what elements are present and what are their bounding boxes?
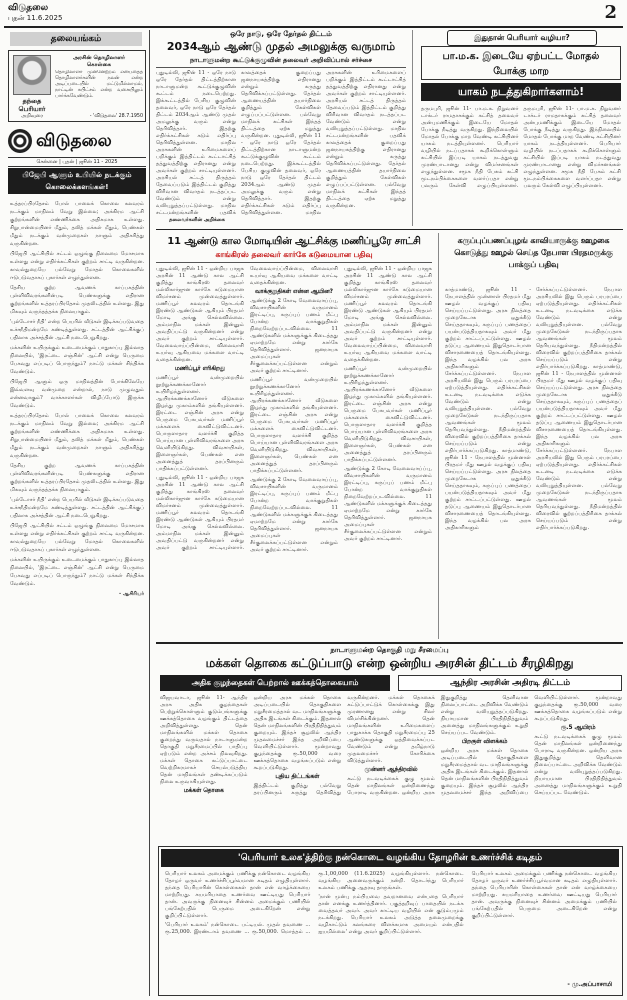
editorial-paragraph: பிஜேபி ஆட்சியில் சட்டம் ஒழுங்கு நிலைமை மோசமாக உள்ளது என்று எதிர்க்கட்சிகள் குற்றம் சாட்டி வருகின்றன. காவல்துறையே பல்வேறு மோதல் கொலைகளில் ஈடுபடுவதாகப் புகார்கள் எழுந்துள்ளன. xyxy=(10,523,144,553)
population-subhead: மக்கள் தொகை xyxy=(183,788,224,794)
modi-paragraph: ஆண்டுக்கு 2 கோடி வேலைவாய்ப்பு, விவசாயிகளின் வருமானம் இரட்டிப்பு, கருப்புப் பணம் மீட்பு போன்ற வாக்குறுதிகள் நிறைவேற்றப்படவில்லை. 11 ஆண்டுகளில் மக்களுக்குக் கிடைத்தது ஏமாற்றமே என்று கார்கே தெரிவித்துள்ளார். ஜனநாயக அமைப்புகள் சீர்குலைக்கப்பட்டுள்ளன என்றும் அவர் குற்றம் சாட்டினார். xyxy=(250,298,338,374)
pmk-body xyxy=(421,106,621,220)
page-number: 2 xyxy=(604,2,617,23)
story1-subtitle: நாடாளுமன்ற கூட்டுக்குழுவின் தலைவர் அறிவிப்பால் சர்ச்சை xyxy=(156,56,406,68)
editorial-paragraph: மக்களின் உயிருக்கும் உடைமைக்கும் பாதுகாப்பு இல்லாத நிலையில், 'இரட்டை எஞ்சின்' ஆட்சி என்று பெருமை பேசுவது எப்படிப் பொருந்தும்? நாட்டு மக்கள் சிந்திக்க வேண்டும். xyxy=(10,345,144,375)
portrait-name: தந்தை பெரியார் xyxy=(18,97,46,113)
story1-byline: தலைவர்களின் அறிக்கை xyxy=(169,217,225,223)
portrait-role: அறிவுரை xyxy=(21,113,43,119)
population-paragraph: கூட்டு நடவடிக்கைக் குழு மூலம் தென் மாநிலங்கள் ஒன்றிணைந்து போராடி வருகின்றன. ஒன்றிய அரசு இதுகுறித்து தெளிவான நிலைப்பாட்டை அறிவிக்க வேண்டும் என்று வலியுறுத்தப்படுகிறது. நியாயமான பிரதிநிதித்துவம் அனைத்து மாநிலங்களுக்கும் உறுதி செய்யப்பட வேண்டும். xyxy=(347,695,529,796)
modi-subhead: மணிப்பூர் எரிகிறது xyxy=(175,366,225,372)
pmk-title-dark: யாகம் நடத்துகிறார்களாம்! xyxy=(421,83,621,101)
population-paragraph: இத்திட்டம் குறித்து பல்வேறு தரப்பினரும் கருத்து தெரிவித்து வருகின்றனர். மக்கள் தொகைக் கட்டுப்பாட்டுக் கொள்கைக்கு இது முரணானது என்று சிலர் விமர்சிக்கின்றனர். தென் மாநிலங்களின் உரிமைகளைப் பாதுகாக்க தொகுதி மறுசீரமைப்பு 25 ஆண்டுகளுக்கு ஒத்திவைக்கப்பட வேண்டும் என்று தமிழ்நாடு முதலமைச்சர் கோரிக்கை விடுத்துள்ளார். xyxy=(253,695,435,796)
ribbon-left: அதிக குழந்தைகள் பெற்றால் ஊக்கத்தொகையாம் xyxy=(160,675,390,691)
editorial-body xyxy=(10,200,144,1000)
editorial-paragraph: பிஜேபி ஆட்சியில் சட்டம் ஒழுங்கு நிலைமை மோசமாக உள்ளது என்று எதிர்க்கட்சிகள் குற்றம் சாட்டி வருகின்றன. காவல்துறையே பல்வேறு மோதல் கொலைகளில் ஈடுபடுவதாகப் புகார்கள் எழுந்துள்ளன. xyxy=(10,251,144,281)
population-paragraph: விஜயவாடா, ஜூன் 11- ஆந்திர அரசு அதிக குழந்தைகள் பெற்றுக்கொள்ளும் குடும்பங்களுக்கு ஊக்கத்தொகை வழங்கும் திட்டத்தை அறிவித்துள்ளது. தென் மாநிலங்களில் மக்கள் தொகை குறைந்து வருவதால் நாடாளுமன்ற தொகுதி மறுசீரமைப்பில் பாதிப்பு ஏற்படும் என்ற அச்சம் நிலவுகிறது. மக்கள் தொகை கட்டுப்பாட்டை வெற்றிகரமாகச் செயல்படுத்திய தென் மாநிலங்கள் தண்டிக்கப்படும் நிலை உருவாகியுள்ளது. xyxy=(160,695,248,785)
periyar-portrait xyxy=(13,55,51,95)
population-subhead: ரூ.5 ஆயிரம் xyxy=(560,725,596,731)
modi-title: 11 ஆண்டு கால மோடியின் ஆட்சிக்கு மணிப்பூரே சாட்சி xyxy=(167,236,421,247)
header-rule xyxy=(4,26,623,28)
population-paragraph: ஒன்றிய அரசு மக்கள் தொகை அடிப்படையில் தொகுதிகளை மறுசீரமைத்தால் வட மாநிலங்களுக்கு அதிக இடங்கள் கிடைக்கும். இதனால் தென் மாநிலங்களின் பிரதிநிதித்துவம் குறையும். இந்தச் சூழலில் ஆந்திர முதலமைச்சர் இந்த அறிவிப்பை வெளியிட்டுள்ளார். மூன்றாவது குழந்தைக்கு ரூ.50,000 வரை ஊக்கத்தொகை வழங்கப்படும் என்று கூறப்படுகிறது. xyxy=(253,695,342,771)
mid-rule xyxy=(156,229,623,230)
population-subhead: புதிய திட்டங்கள் xyxy=(275,774,320,780)
ulagam-paragraph: பெரியார் உலகம் அமைக்கும் பணிக்கு நன்கொடை வழங்கிய தோழர் ஒருவர் உணர்ச்சிப்பூர்வமான கடிதம் எழுதியுள்ளார். தந்தை பெரியாரின் கொள்கைகள் தான் என் வாழ்க்கையை மாற்றியது. சுயமரியாதை உணர்வை ஊட்டியது பெரியார் தான். அவருக்கு நினைவுச் சின்னம் அமைக்கும் பணியில் பங்கேற்பதில் பெருமை அடைகிறேன் என்று குறிப்பிட்டுள்ளார். xyxy=(165,871,311,919)
modi-paragraph: மணிப்பூர் வன்முறையில் நூற்றுக்கணக்கானோர் உயிரிழந்துள்ளனர். ஆயிரக்கணக்கானோர் வீடுகளை இழந்து முகாம்களில் தங்கியுள்ளனர். இரட்டை எஞ்சின் அரசு என்று பெருமை பேசுபவர்கள் மணிப்பூர் மக்களைக் கைவிட்டுவிட்டனர். பொருளாதார வளர்ச்சி குறித்த பொய்யான புள்ளிவிவரங்களை அரசு வெளியிடுகிறது. விவசாயிகள், இளைஞர்கள், பெண்கள் என அனைத்துத் தரப்பினரும் பாதிக்கப்பட்டுள்ளனர். xyxy=(156,375,244,472)
modi-paragraph: மணிப்பூர் வன்முறையில் நூற்றுக்கணக்கானோர் உயிரிழந்துள்ளனர். ஆயிரக்கணக்கானோர் வீடுகளை இழந்து முகாம்களில் தங்கியுள்ளனர். இரட்டை எஞ்சின் அரசு என்று பெருமை பேசுபவர்கள் மணிப்பூர் மக்களைக் கைவிட்டுவிட்டனர். பொருளாதார வளர்ச்சி குறித்த பொய்யான புள்ளிவிவரங்களை அரசு வெளியிடுகிறது. விவசாயிகள், இளைஞர்கள், பெண்கள் என அனைத்துத் தரப்பினரும் பாதிக்கப்பட்டுள்ளனர். xyxy=(344,366,432,463)
pmk-text: தருமபுரி, ஜூன் 11- பா.ம.க. நிறுவனர் டாக்டர் ராமதாசுக்கும் கட்சித் தலைவர் அன்புமணிக்கும் இடையே மோதல் போக்கு நீடித்து வருகிறது. இந்நிலையில் மோதல் போக்கு மாற வேண்டி கட்சியினர் யாகம் நடத்தியுள்ளனர். பெரியார் வழியில் நடப்பதாகக் கூறிக்கொள்ளும் கட்சியில் இப்படி யாகம் நடத்துவது முரண்பாடானது என்று விமர்சனங்கள் எழுந்துள்ளன. சமூக நீதி பேசும் கட்சி மூடநம்பிக்கைகளை வளர்ப்பதா என்று பலரும் கேள்வி எழுப்பியுள்ளனர். xyxy=(421,106,519,189)
editorial-paragraph: மக்களின் உயிருக்கும் உடைமைக்கும் பாதுகாப்பு இல்லாத நிலையில், 'இரட்டை எஞ்சின்' ஆட்சி என்று பெருமை பேசுவது எப்படிப் பொருந்தும்? நாட்டு மக்கள் சிந்திக்க வேண்டும். xyxy=(10,557,144,587)
top-header xyxy=(0,0,627,26)
modi-paragraph: புதுடில்லி, ஜூன் 11 - ஒன்றிய பாஜக அரசின் 11 ஆண்டு கால ஆட்சி குறித்து காங்கிரஸ் தலைவர் மல்லிகார்ஜுன கார்கே கடுமையான விமர்சனம் முன்வைத்துள்ளார். மணிப்பூர் கலவரம் தொடங்கி இரண்டு ஆண்டுகள் ஆகியும் பிரதமர் மோடி அங்கு செல்லவில்லை. அம்மாநில மக்கள் இன்னும் அவதிப்பட்டு வருகின்றனர் என்று அவர் குற்றம் சாட்டியுள்ளார். வேலைவாய்ப்பின்மை, விலைவாசி உயர்வு ஆகியவை மக்களை வாட்டி வதைக்கின்றன. xyxy=(156,266,338,551)
modi-paragraph: ஆண்டுக்கு 2 கோடி வேலைவாய்ப்பு, விவசாயிகளின் வருமானம் இரட்டிப்பு, கருப்புப் பணம் மீட்பு போன்ற வாக்குறுதிகள் நிறைவேற்றப்படவில்லை. 11 ஆண்டுகளில் மக்களுக்குக் கிடைத்தது ஏமாற்றமே என்று கார்கே தெரிவித்துள்ளார். ஜனநாயக அமைப்புகள் சீர்குலைக்கப்பட்டுள்ளன என்றும் அவர் குற்றம் சாட்டினார். xyxy=(250,477,338,553)
editorial-signature: - ஆசிரியர் xyxy=(118,591,144,597)
modi-body xyxy=(156,266,432,634)
story1-title: 2034ஆம் ஆண்டு முதல் அமலுக்கு வருமாம் xyxy=(166,40,396,53)
editorial-paragraph: 'புல்டோசர் நீதி' என்ற பெயரில் வீடுகள் இடிக்கப்படுவதை உச்சநீதிமன்றமே கண்டித்துள்ளது. சட்டத்தின் ஆட்சிக்குப் பதிலாக அச்சத்தின் ஆட்சி நடைபெறுகிறது. xyxy=(10,319,144,341)
editorial-title: பிஜேபி ஆளும் உபியில் நடக்கும் கொலைக்களங்கள்! xyxy=(8,168,146,194)
editorial-sidebar xyxy=(4,30,150,996)
page-date: புதன் 11.6.2025 xyxy=(8,14,63,22)
logo-date-line: சென்னை | புதன் | ஜூன் 11 - 2025 xyxy=(8,157,146,167)
editorial-paragraph: உத்தரப்பிரதேசம் போல் பாலைக் கொலை கலவரம் நடக்கும் மாநிலம் வேறு இல்லை; அக்கிரம ஆட்சி குற்றங்களின் எண்ணிக்கை அதிகமாக உள்ளது. சிறுபான்மையினர் மீதும், தலித் மக்கள் மீதும், பெண்கள் மீதும் நடக்கும் வன்முறைகள் நாளும் அதிகரித்து வருகின்றன. xyxy=(10,201,144,247)
modi-paragraph: ஆண்டுக்கு 2 கோடி வேலைவாய்ப்பு, விவசாயிகளின் வருமானம் இரட்டிப்பு, கருப்புப் பணம் மீட்பு போன்ற வாக்குறுதிகள் நிறைவேற்றப்படவில்லை. 11 ஆண்டுகளில் மக்களுக்குக் கிடைத்தது ஏமாற்றமே என்று கார்கே தெரிவித்துள்ளார். ஜனநாயக அமைப்புகள் சீர்குலைக்கப்பட்டுள்ளன என்றும் அவர் குற்றம் சாட்டினார். xyxy=(344,466,432,542)
banner-kicker: நாடாளுமன்ற தொகுதி மறு சீரமைப்பு xyxy=(330,646,449,654)
pmk-kicker: இதுதான் பெரியார் வழியா? xyxy=(447,30,597,46)
quote-subtitle: கொள்கை xyxy=(86,62,112,68)
population-subhead: முன்னர் ஆந்திரவில் xyxy=(364,767,418,773)
banner-title: மக்கள் தொகை கட்டுப்பாடு என்ற ஒன்றிய அரசின் திட்டம் சீரழிகிறது xyxy=(205,656,574,670)
nepal-title: கருப்புப்பணப்புழங் காவியாருக்கு ஊழகை கொடுத்து ஊழல் செய்த நேபாள பிரதமருக்கு பாக்குப் பதிவு xyxy=(454,236,613,269)
periyar-ulagam-box xyxy=(158,846,623,996)
pmk-text-cont: தருமபுரி, ஜூன் 11- பா.ம.க. நிறுவனர் டாக்டர் ராமதாசுக்கும் கட்சித் தலைவர் அன்புமணிக்கும் இடையே மோதல் போக்கு நீடித்து வருகிறது. இந்நிலையில் மோதல் போக்கு மாற வேண்டி கட்சியினர் யாகம் நடத்தியுள்ளனர். பெரியார் வழியில் நடப்பதாகக் கூறிக்கொள்ளும் கட்சியில் இப்படி யாகம் நடத்துவது முரண்பாடானது என்று விமர்சனங்கள் எழுந்துள்ளன. சமூக நீதி பேசும் கட்சி மூடநம்பிக்கைகளை வளர்ப்பதா என்று பலரும் கேள்வி எழுப்பியுள்ளனர். xyxy=(523,106,621,189)
ulagam-paragraph: பெரியார் உலகம் அமைக்கும் பணிக்கு நன்கொடை வழங்கிய தோழர் ஒருவர் உணர்ச்சிப்பூர்வமான கடிதம் எழுதியுள்ளார். தந்தை பெரியாரின் கொள்கைகள் தான் என் வாழ்க்கையை மாற்றியது. சுயமரியாதை உணர்வை ஊட்டியது பெரியார் தான். அவருக்கு நினைவுச் சின்னம் அமைக்கும் பணியில் பங்கேற்பதில் பெருமை அடைகிறேன் என்று குறிப்பிட்டுள்ளார். xyxy=(471,871,617,919)
ribbon-right: ஆந்திர அரசின் அதிரடி திட்டம் xyxy=(398,675,622,691)
story-pmk xyxy=(412,30,623,226)
editorial-section-label: தலையங்கம் xyxy=(10,32,142,46)
quote-text: தொழிலாளர் முன்னேற்றம் என்பதைத் தொழிலாளர்களின் நலன் என்ற அடிப்படையில் மட்டுமில்லாமல், நாட்டின் சுபிட்சம் என்ற வகையிலும் பார்க்கவேண்டும். xyxy=(55,70,143,99)
nepal-text-cont2: காத்மாண்டு, ஜூன் 11 - நேபாளத்தில் முன்னாள் பிரதமர் மீது ஊழல் வழக்குப் பதிவு செய்யப்பட்டுள்ளது. அரசு நிலத்தை முறைகேடாக ஒதுக்கீடு செய்ததாகவும், கருப்புப் பணத்தைப் பயன்படுத்தியதாகவும் அவர் மீது குற்றம் சாட்டப்பட்டுள்ளது. ஊழல் தடுப்பு ஆணையம் இதுதொடர்பான விசாரணையைத் தொடங்கியுள்ளது. இந்த வழக்கில் பல அரசு அதிகாரிகளும் சேர்க்கப்பட்டுள்ளனர். நேபாள அரசியலில் இது பெரும் பரபரப்பை ஏற்படுத்தியுள்ளது. எதிர்க்கட்சிகள் உடனடி நடவடிக்கை எடுக்க வேண்டும் என்று வலியுறுத்தியுள்ளன. பல்வேறு முறைகேடுகள் நடந்திருப்பதாக ஆவணங்கள் மூலம் தெரியவந்துள்ளது. நீதிமன்றத்தில் விரைவில் குற்றப்பத்திரிகை தாக்கல் செய்யப்படும் என்று எதிர்பார்க்கப்படுகிறது. xyxy=(536,364,622,531)
banner-rule-top xyxy=(156,642,623,644)
quote-title: அரசின் தொழிலாளர் xyxy=(73,55,125,61)
viduthalai-logo xyxy=(8,128,146,154)
story-nepal xyxy=(438,233,623,639)
population-paragraph: ஒன்றிய அரசு மக்கள் தொகை அடிப்படையில் தொகுதிகளை மறுசீரமைத்தால் வட மாநிலங்களுக்கு அதிக இடங்கள் கிடைக்கும். இதனால் தென் மாநிலங்களின் பிரதிநிதித்துவம் குறையும். இந்தச் சூழலில் ஆந்திர முதலமைச்சர் இந்த அறிவிப்பை வெளியிட்டுள்ளார். மூன்றாவது குழந்தைக்கு ரூ.50,000 வரை ஊக்கத்தொகை வழங்கப்படும் என்று கூறப்படுகிறது. xyxy=(440,695,622,796)
modi-paragraph: புதுடில்லி, ஜூன் 11 - ஒன்றிய பாஜக அரசின் 11 ஆண்டு கால ஆட்சி குறித்து காங்கிரஸ் தலைவர் மல்லிகார்ஜுன கார்கே கடுமையான விமர்சனம் முன்வைத்துள்ளார். மணிப்பூர் கலவரம் தொடங்கி இரண்டு ஆண்டுகள் ஆகியும் பிரதமர் மோடி அங்கு செல்லவில்லை. அம்மாநில மக்கள் இன்னும் அவதிப்பட்டு வருகின்றனர் என்று அவர் குற்றம் சாட்டியுள்ளார். வேலைவாய்ப்பின்மை, விலைவாசி உயர்வு ஆகியவை மக்களை வாட்டி வதைக்கின்றன. xyxy=(156,266,244,363)
nepal-body xyxy=(445,287,622,633)
nepal-text: காத்மாண்டு, ஜூன் 11 - நேபாளத்தில் முன்னாள் பிரதமர் மீது ஊழல் வழக்குப் பதிவு செய்யப்பட்டுள்ளது. அரசு நிலத்தை முறைகேடாக ஒதுக்கீடு செய்ததாகவும், கருப்புப் பணத்தைப் பயன்படுத்தியதாகவும் அவர் மீது குற்றம் சாட்டப்பட்டுள்ளது. ஊழல் தடுப்பு ஆணையம் இதுதொடர்பான விசாரணையைத் தொடங்கியுள்ளது. இந்த வழக்கில் பல அரசு அதிகாரிகளும் சேர்க்கப்பட்டுள்ளனர். நேபாள அரசியலில் இது பெரும் பரபரப்பை ஏற்படுத்தியுள்ளது. எதிர்க்கட்சிகள் உடனடி நடவடிக்கை எடுக்க வேண்டும் என்று வலியுறுத்தியுள்ளன. பல்வேறு முறைகேடுகள் நடந்திருப்பதாக ஆவணங்கள் மூலம் தெரியவந்துள்ளது. நீதிமன்றத்தில் விரைவில் குற்றப்பத்திரிகை தாக்கல் செய்யப்படும் என்று எதிர்பார்க்கப்படுகிறது. xyxy=(445,287,531,454)
nepal-text-cont: காத்மாண்டு, ஜூன் 11 - நேபாளத்தில் முன்னாள் பிரதமர் மீது ஊழல் வழக்குப் பதிவு செய்யப்பட்டுள்ளது. அரசு நிலத்தை முறைகேடாக ஒதுக்கீடு செய்ததாகவும், கருப்புப் பணத்தைப் பயன்படுத்தியதாகவும் அவர் மீது குற்றம் சாட்டப்பட்டுள்ளது. ஊழல் தடுப்பு ஆணையம் இதுதொடர்பான விசாரணையைத் தொடங்கியுள்ளது. இந்த வழக்கில் பல அரசு அதிகாரிகளும் சேர்க்கப்பட்டுள்ளனர். நேபாள அரசியலில் இது பெரும் பரபரப்பை ஏற்படுத்தியுள்ளது. எதிர்க்கட்சிகள் உடனடி நடவடிக்கை எடுக்க வேண்டும் என்று வலியுறுத்தியுள்ளன. பல்வேறு முறைகேடுகள் நடந்திருப்பதாக ஆவணங்கள் மூலம் தெரியவந்துள்ளது. நீதிமன்றத்தில் விரைவில் குற்றப்பத்திரிகை தாக்கல் செய்யப்படும் என்று எதிர்பார்க்கப்படுகிறது. xyxy=(445,287,622,531)
story1-text: புதுடில்லி, ஜூன் 11 - ஒரே நாடு ஒரே தேர்தல் திட்டத்திற்கான நாடாளுமன்ற கூட்டுக்குழுவின் கூட்டம் நடைபெற்றது. இக்கூட்டத்தில் பேசிய குழுவின் தலைவர், ஒரே நாடு ஒரே தேர்தல் திட்டம் 2034ஆம் ஆண்டு முதல் அமலுக்கு வரும் என்று தெரிவித்தார். இதற்கு எதிர்க்கட்சிகள் கடும் எதிர்ப்பு தெரிவித்துள்ளன. மாநில அரசுகளின் உரிமைகளைப் பறிக்கும் இத்திட்டம் கூட்டாட்சித் தத்துவத்திற்கு எதிரானது என்று அவர்கள் குற்றம் சாட்டியுள்ளனர். அரசியல் சட்டத் திருத்தம் தேவைப்படும் இத்திட்டம் குறித்து விரிவான விவாதம் நடத்தப்பட வேண்டும் என்று வலியுறுத்தப்பட்டுள்ளது. மாநில சட்டமன்றங்களின் பதவிக் காலத்தைக் குறைப்பது ஜனநாயகத்திற்கு எதிரானது என்றும் கருத்து தெரிவிக்கப்பட்டுள்ளது. தேர்தல் ஆணையத்தின் தயார்நிலை குறித்தும் கேள்விகள் எழுப்பப்பட்டுள்ளன. பல்வேறு மாநிலக் கட்சிகள் இந்தத் திட்டத்தை ஏற்க மறுத்து வருகின்றன. xyxy=(156,70,321,216)
population-subhead: பிறகுள் விளக்கம் xyxy=(461,739,508,745)
ulagam-paragraph: 'பெரியார் உலகம்' நன்கொடை பட்டியல். முதல் தவணை ... ரூ.25,000. இரண்டாம் தவணை ... ரூ.50,000. மொத்தம் ... ரூ.1,00,000 (11.6.2025) வழங்கியுள்ளார். நன்கொடை வழங்கிய அனைவருக்கும் நன்றி. தொடர்ந்து பெரியார் உலகம் பணிக்கு ஆதரவு தாருங்கள். xyxy=(165,871,464,935)
story-modi xyxy=(156,233,432,639)
logo-emblem-icon xyxy=(8,129,32,153)
ulagam-paragraph: 'நான் முன்பு நம்பியவை தவறானவை என்பதை பெரியார் தான் எனக்கு உணர்த்தினார். பகுத்தறிவுப் பாதையில் நடக்க வைத்தவர் அவர். அவர் காட்டிய வழியில் என் குடும்பமும் நடக்கிறது. பெரியார் உலகம் அடுத்த தலைமுறைக்கு வழிகாட்டும் கலங்கரை விளக்கமாக அமையும் என்பதில் ஐயமில்லை' என்று அவர் குறிப்பிட்டுள்ளார். xyxy=(318,894,464,935)
modi-paragraph: புதுடில்லி, ஜூன் 11 - ஒன்றிய பாஜக அரசின் 11 ஆண்டு கால ஆட்சி குறித்து காங்கிரஸ் தலைவர் மல்லிகார்ஜுன கார்கே கடுமையான விமர்சனம் முன்வைத்துள்ளார். மணிப்பூர் கலவரம் தொடங்கி இரண்டு ஆண்டுகள் ஆகியும் பிரதமர் மோடி அங்கு செல்லவில்லை. அம்மாநில மக்கள் இன்னும் அவதிப்பட்டு வருகின்றனர் என்று அவர் குற்றம் சாட்டியுள்ளார். வேலைவாய்ப்பின்மை, விலைவாசி உயர்வு ஆகியவை மக்களை வாட்டி வதைக்கின்றன. xyxy=(344,266,432,363)
editorial-paragraph: தேசிய குற்ற ஆவணக் காப்பகத்தின் புள்ளிவிவரங்களின்படி பெண்களுக்கு எதிரான குற்றங்களில் உத்தரப்பிரதேசம் முதலிடத்தில் உள்ளது. இது மிகவும் வருந்தத்தக்க நிலையாகும். xyxy=(10,285,144,315)
periyar-ulagam-title: 'பெரியார் உலக'த்திற்கு நன்கொடை வழங்கிய தோழரின் உணர்ச்சிக் கடிதம் xyxy=(161,849,619,867)
modi-paragraph: மணிப்பூர் வன்முறையில் நூற்றுக்கணக்கானோர் உயிரிழந்துள்ளனர். ஆயிரக்கணக்கானோர் வீடுகளை இழந்து முகாம்களில் தங்கியுள்ளனர். இரட்டை எஞ்சின் அரசு என்று பெருமை பேசுபவர்கள் மணிப்பூர் மக்களைக் கைவிட்டுவிட்டனர். பொருளாதார வளர்ச்சி குறித்த பொய்யான புள்ளிவிவரங்களை அரசு வெளியிடுகிறது. விவசாயிகள், இளைஞர்கள், பெண்கள் என அனைத்துத் தரப்பினரும் பாதிக்கப்பட்டுள்ளனர். xyxy=(250,377,338,474)
quote-attribution: - 'விடுதலை' 28.7.1950 xyxy=(89,114,143,119)
story1-kicker: ஒரே நாடு, ஒரே தேர்தல் திட்டம் xyxy=(230,30,332,38)
population-body xyxy=(160,695,622,840)
editorial-paragraph: தேசிய குற்ற ஆவணக் காப்பகத்தின் புள்ளிவிவரங்களின்படி பெண்களுக்கு எதிரான குற்றங்களில் உத்தரப்பிரதேசம் முதலிடத்தில் உள்ளது. இது மிகவும் வருந்தத்தக்க நிலையாகும். xyxy=(10,463,144,493)
story1-text-cont: புதுடில்லி, ஜூன் 11 - ஒரே நாடு ஒரே தேர்தல் திட்டத்திற்கான நாடாளுமன்ற கூட்டுக்குழுவின் கூட்டம் நடைபெற்றது. இக்கூட்டத்தில் பேசிய குழுவின் தலைவர், ஒரே நாடு ஒரே தேர்தல் திட்டம் 2034ஆம் ஆண்டு முதல் அமலுக்கு வரும் என்று தெரிவித்தார். இதற்கு எதிர்க்கட்சிகள் கடும் எதிர்ப்பு தெரிவித்துள்ளன. மாநில அரசுகளின் உரிமைகளைப் பறிக்கும் இத்திட்டம் கூட்டாட்சித் தத்துவத்திற்கு எதிரானது என்று அவர்கள் குற்றம் சாட்டியுள்ளனர். அரசியல் சட்டத் திருத்தம் தேவைப்படும் இத்திட்டம் குறித்து விரிவான விவாதம் நடத்தப்பட வேண்டும் என்று வலியுறுத்தப்பட்டுள்ளது. மாநில சட்டமன்றங்களின் பதவிக் காலத்தைக் குறைப்பது ஜனநாயகத்திற்கு எதிரானது என்றும் கருத்து தெரிவிக்கப்பட்டுள்ளது. தேர்தல் ஆணையத்தின் தயார்நிலை குறித்தும் கேள்விகள் எழுப்பப்பட்டுள்ளன. பல்வேறு மாநிலக் கட்சிகள் இந்தத் திட்டத்தை ஏற்க மறுத்து வருகின்றன. xyxy=(241,70,406,216)
modi-subtitle: காங்கிரஸ் தலைவர் கார்கே கடுமையான பதிவு xyxy=(156,250,432,263)
quote-box xyxy=(8,50,146,122)
editorial-paragraph: பிஜேபி ஆளும் ஒரு மாநிலத்தின் போக்கிலேயே இவ்வளவு வன்முறை என்றால், நாடு முழுவதும் என்னவாகும்? வாக்காளர்கள் விழிப்போடு இருக்க வேண்டும். xyxy=(10,379,144,409)
logo-text: விடுதலை xyxy=(36,131,112,151)
story1-body xyxy=(156,70,406,220)
paper-name-small: விடுதலை xyxy=(8,3,49,13)
ulagam-signature: - மு.அப்பாசாமி xyxy=(567,981,612,988)
population-paragraph: கூட்டு நடவடிக்கைக் குழு மூலம் தென் மாநிலங்கள் ஒன்றிணைந்து போராடி வருகின்றன. ஒன்றிய அரசு இதுகுறித்து தெளிவான நிலைப்பாட்டை அறிவிக்க வேண்டும் என்று வலியுறுத்தப்படுகிறது. நியாயமான பிரதிநிதித்துவம் அனைத்து மாநிலங்களுக்கும் உறுதி செய்யப்பட வேண்டும். xyxy=(534,734,622,796)
periyar-ulagam-body xyxy=(165,871,617,983)
editorial-paragraph: உத்தரப்பிரதேசம் போல் பாலைக் கொலை கலவரம் நடக்கும் மாநிலம் வேறு இல்லை; அக்கிரம ஆட்சி குற்றங்களின் எண்ணிக்கை அதிகமாக உள்ளது. சிறுபான்மையினர் மீதும், தலித் மக்கள் மீதும், பெண்கள் மீதும் நடக்கும் வன்முறைகள் நாளும் அதிகரித்து வருகின்றன. xyxy=(10,413,144,459)
editorial-paragraph: 'புல்டோசர் நீதி' என்ற பெயரில் வீடுகள் இடிக்கப்படுவதை உச்சநீதிமன்றமே கண்டித்துள்ளது. சட்டத்தின் ஆட்சிக்குப் பதிலாக அச்சத்தின் ஆட்சி நடைபெறுகிறது. xyxy=(10,497,144,519)
modi-subhead: வாக்குறுதிகள் என்ன ஆயின? xyxy=(254,289,333,295)
story-one-nation xyxy=(156,30,406,226)
pmk-title-box: பா.ம.க. இடையே ஏற்பட்ட மோதல் போக்கு மாற xyxy=(421,46,621,80)
